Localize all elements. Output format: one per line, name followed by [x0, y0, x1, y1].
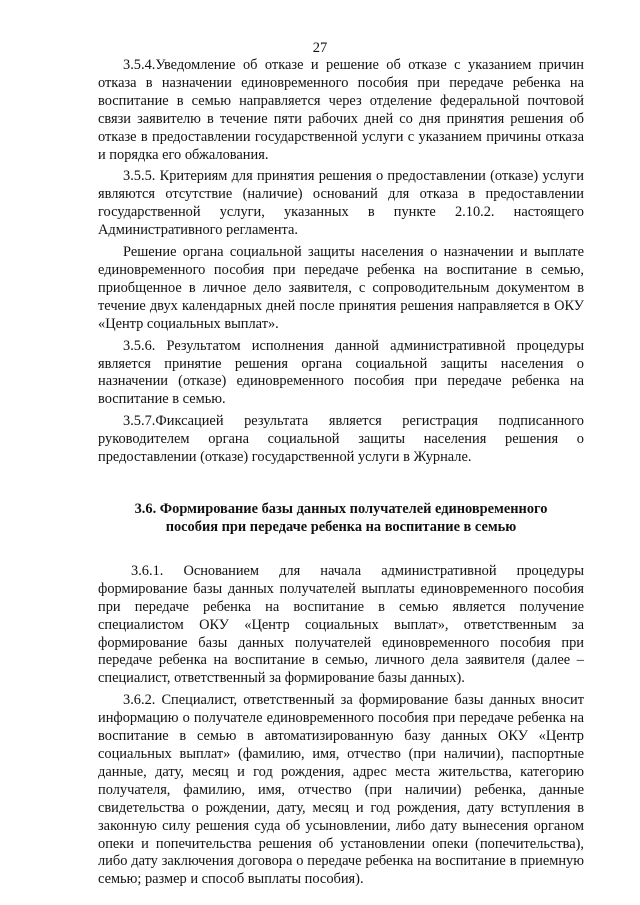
paragraph-3-6-1: 3.6.1. Основанием для начала административной процедуры формирование базы данных получателей выплаты единовременного пособия при передаче ребенка на воспитание в семью является получение специалистом ОКУ «Центр социальных выплат», ответственным за формирование базы данных получателей единовременного пособия при передаче ребенка на воспитание в семью, личного дела заявителя (далее – специалист, ответственный за формирование базы данных).	[98, 562, 584, 687]
document-body	[98, 57, 584, 893]
paragraph-3-5-7: 3.5.7.Фиксацией результата является регистрация подписанного руководителем органа социальной защиты населения решения о предоставлении (отказе) государственной услуги в Журнале.	[98, 413, 584, 466]
section-heading-line-2: пособия при передаче ребенка на воспитание в семью	[165, 518, 517, 535]
paragraph-decision-transfer: Решение органа социальной защиты населения о назначении и выплате единовременного пособия при передаче ребенка на воспитание в семью, приобщенное в личное дело заявителя, с сопроводительным документом в течение двух календарных дней после принятия решения направляется в ОКУ «Центр социальных выплат».	[98, 244, 584, 332]
section-heading-line-1: 3.6. Формирование базы данных получателей единовременного	[134, 500, 548, 517]
paragraph-3-5-6: 3.5.6. Результатом исполнения данной административной процедуры является принятие решения органа социальной защиты населения о назначении (отказе) единовременного пособия при передаче ребенка на воспитание в семью.	[98, 337, 584, 408]
paragraph-3-6-2: 3.6.2. Специалист, ответственный за формирование базы данных вносит информацию о получателе единовременного пособия при передаче ребенка на воспитание в семью в автоматизированную базу данных ОКУ «Центр социальных выплат» (фамилию, имя, отчество (при наличии), паспортные данные, дату, месяц и год рождения, адрес места жительства, категорию получателя, фамилию, имя, отчество (при наличии) ребенка, данные свидетельства о рождении, дату, месяц и год рождения, дату вступления в законную силу решения суда об усыновлении, либо дату вынесения органом опеки и попечительства решения об установлении опеки (попечительства), либо дату заключения договора о передаче ребенка на воспитание в приемную семью; размер и способ выплаты пособия).	[98, 692, 584, 888]
section-heading-3-6	[108, 500, 574, 536]
page-number: 27	[312, 40, 328, 56]
paragraph-3-5-4: 3.5.4.Уведомление об отказе и решение об отказе с указанием причин отказа в назначении единовременного пособия при передаче ребенка на воспитание в семью направляется через отделение федеральной почтовой связи заявителю в течение пяти рабочих дней со дня принятия решения об отказе в предоставлении государственной услуги с указанием причины отказа и порядка его обжалования.	[98, 57, 584, 163]
paragraph-3-5-5: 3.5.5. Критериям для принятия решения о предоставлении (отказе) услуги являются отсутствие (наличие) оснований для отказа в предоставлении государственной услуги, указанных в пункте 2.10.2. настоящего Административного регламента.	[98, 168, 584, 239]
